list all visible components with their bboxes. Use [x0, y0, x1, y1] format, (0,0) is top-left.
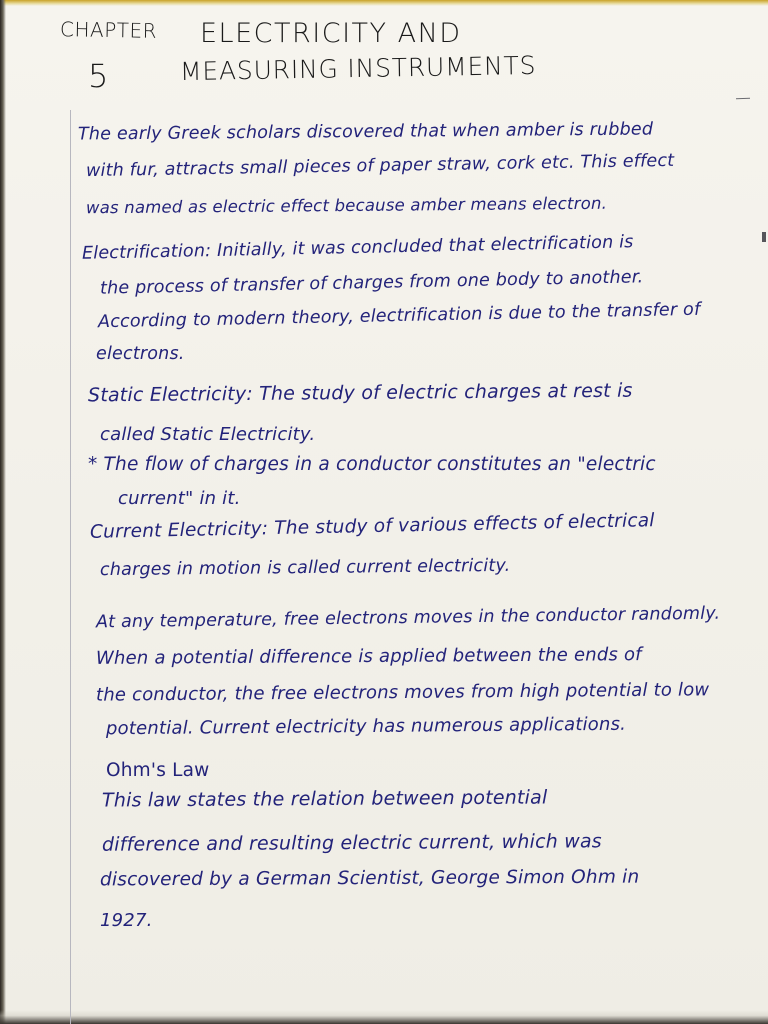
text-line: This law states the relation between potential	[101, 786, 548, 812]
text-line: current" in it.	[118, 488, 241, 509]
text-line: Current Electricity: The study of various effects of electrical	[89, 510, 655, 543]
chapter-title-line2: MEASURING INSTRUMENTS	[179, 50, 537, 87]
text-line: was named as electric effect because amber means electron.	[85, 193, 608, 218]
text-line: Electrification: Initially, it was concluded that electrification is	[81, 232, 634, 264]
section-heading: Ohm's Law	[106, 760, 210, 781]
chapter-title-line1: ELECTRICITY AND	[200, 18, 462, 49]
chapter-number: 5	[88, 57, 109, 95]
text-line: discovered by a German Scientist, George Simon Ohm in	[99, 866, 640, 891]
text-line: with fur, attracts small pieces of paper straw, cork etc. This effect	[85, 150, 675, 182]
chapter-label: CHAPTER	[59, 17, 158, 43]
text-line: the process of transfer of charges from one body to another.	[99, 267, 644, 299]
text-line: the conductor, the free electrons moves from high potential to low	[95, 679, 710, 706]
text-line: 1927.	[100, 910, 153, 931]
text-line: called Static Electricity.	[100, 424, 316, 445]
text-line: potential. Current electricity has numerous applications.	[105, 713, 627, 740]
edge-mark	[762, 232, 766, 242]
text-line: difference and resulting electric current, which was	[101, 830, 602, 856]
page-bottom-edge	[0, 1010, 768, 1024]
margin-tick	[736, 98, 750, 99]
text-line: * The flow of charges in a conductor constitutes an "electric	[88, 454, 656, 475]
text-line: When a potential difference is applied between the ends of	[95, 644, 642, 669]
text-line: electrons.	[96, 344, 185, 364]
page-binding-edge	[0, 0, 6, 1024]
text-line: charges in motion is called current electricity.	[99, 555, 511, 581]
margin-line	[70, 110, 71, 1024]
text-line: Static Electricity: The study of electric charges at rest is	[87, 379, 633, 407]
text-line: At any temperature, free electrons moves in the conductor randomly.	[95, 603, 721, 633]
text-line: The early Greek scholars discovered that when amber is rubbed	[77, 119, 654, 145]
page-top-edge	[0, 0, 768, 6]
text-line: According to modern theory, electrification is due to the transfer of	[97, 299, 701, 333]
